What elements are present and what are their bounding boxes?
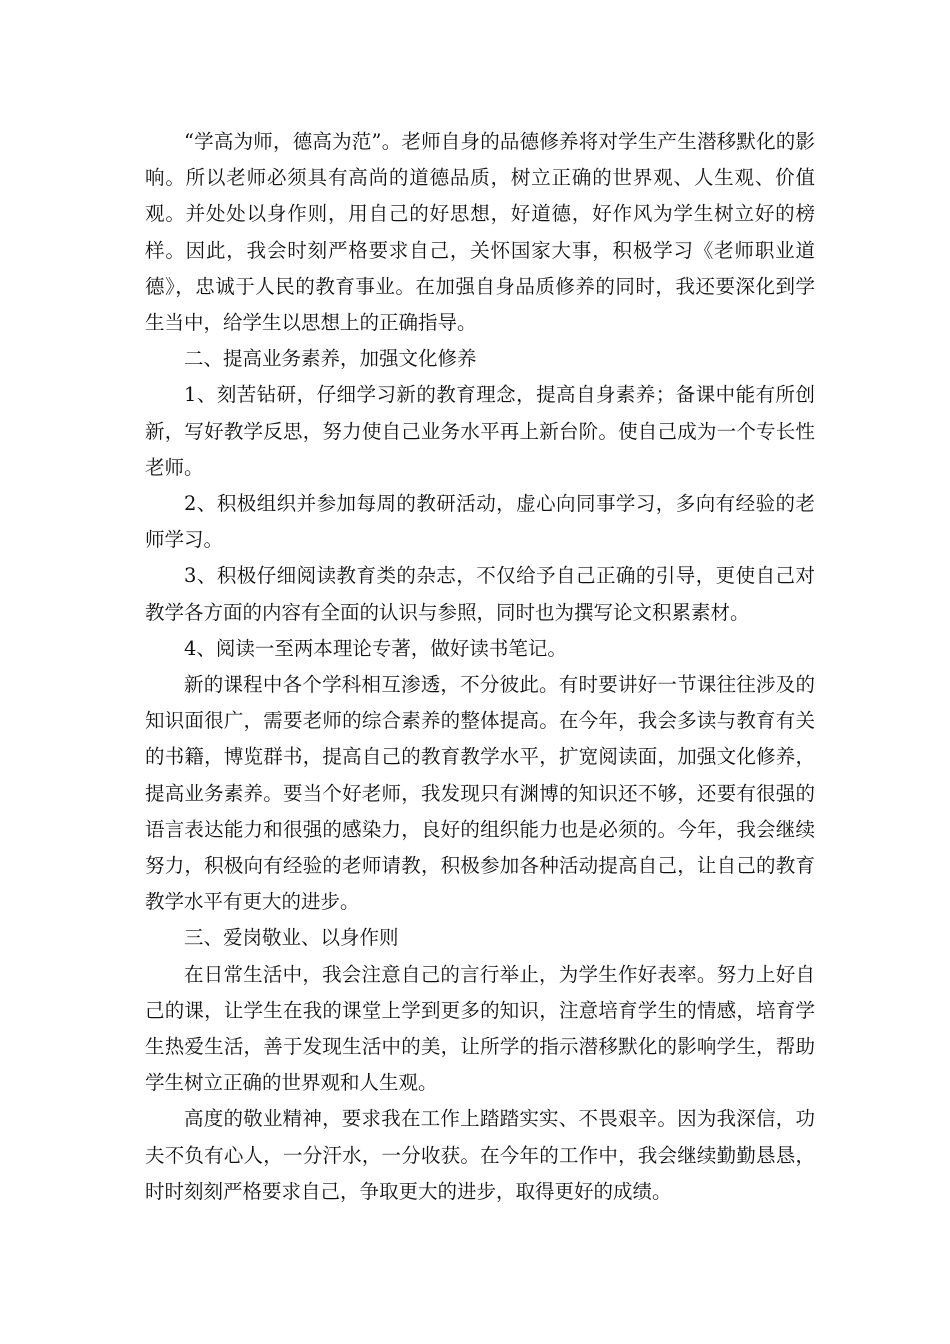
list-item-4: 4、阅读一至两本理论专著，做好读书笔记。 <box>184 636 567 660</box>
list-item-2: 2、积极组织并参加每周的教研活动，虚心向同事学习，多向有经验的老师学习。 <box>145 492 815 552</box>
section-heading-dedication: 三、爱岗敬业、以身作则 <box>184 926 399 950</box>
section-heading-professional-quality: 二、提高业务素养，加强文化修养 <box>184 347 477 371</box>
paragraph-new-curriculum: 新的课程中各个学科相互渗透，不分彼此。有时要讲好一节课往往涉及的知识面很广，需要老师的综合素养的整体提高。在今年，我会多读与教育有关的书籍，博览群书，提高自己的教育教学水平，扩宽阅读面，加强文化修养，提高业务素养。要当个好老师，我发现只有渊博的知识还不够，还要有很强的语言表达能力和很强的感染力，良好的组织能力也是必须的。今年，我会继续努力，积极向有经验的老师请教，积极参加各种活动提高自己，让自己的教育教学水平有更大的进步。 <box>145 673 815 914</box>
paragraph-work-spirit: 高度的敬业精神，要求我在工作上踏踏实实、不畏艰辛。因为我深信，功夫不负有心人，一分汗水，一分收获。在今年的工作中，我会继续勤勤恳恳，时时刻刻严格要求自己，争取更大的进步，取得更好的成绩。 <box>145 1107 815 1203</box>
document-body <box>145 124 815 1210</box>
list-item-3: 3、积极仔细阅读教育类的杂志，不仅给予自己正确的引导，更使自己对教学各方面的内容有全面的认识与参照，同时也为撰写论文积累素材。 <box>145 564 815 624</box>
paragraph-teacher-ethics: “学高为师，德高为范”。老师自身的品德修养将对学生产生潜移默化的影响。所以老师必须具有高尚的道德品质，树立正确的世界观、人生观、价值观。并处处以身作则，用自己的好思想，好道德，好作风为学生树立好的榜样。因此，我会时刻严格要求自己，关怀国家大事，积极学习《老师职业道德》，忠诚于人民的教育事业。在加强自身品质修养的同时，我还要深化到学生当中，给学生以思想上的正确指导。 <box>145 130 815 335</box>
paragraph-daily-life: 在日常生活中，我会注意自己的言行举止，为学生作好表率。努力上好自己的课，让学生在我的课堂上学到更多的知识，注意培育学生的情感，培育学生热爱生活，善于发现生活中的美，让所学的指示潜移默化的影响学生，帮助学生树立正确的世界观和人生观。 <box>145 962 815 1095</box>
list-item-1: 1、刻苦钻研，仔细学习新的教育理念，提高自身素养；备课中能有所创新，写好教学反思，努力使自己业务水平再上新台阶。使自己成为一个专长性老师。 <box>145 383 815 479</box>
